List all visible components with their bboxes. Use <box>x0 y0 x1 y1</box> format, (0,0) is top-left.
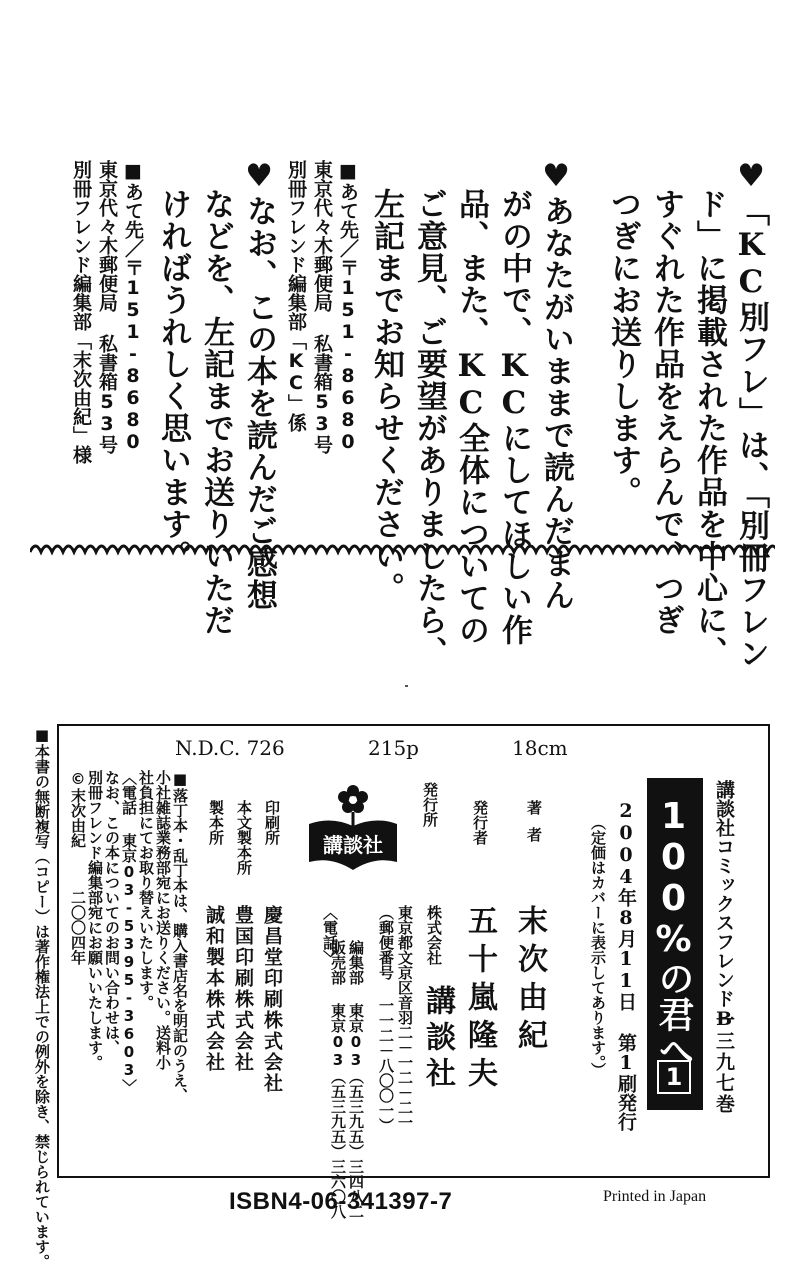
binder-label: 製本所 <box>207 800 225 845</box>
printed-in: Printed in Japan <box>603 1188 707 1205</box>
phone-sales: 販売部 東京03（五三九五）三六〇八 <box>329 940 347 1219</box>
publisher-person: 五十嵐隆夫 <box>462 905 497 1095</box>
copyright-holder: ©末次由紀 <box>69 770 87 848</box>
kodansha-logo <box>303 780 403 880</box>
postal-code: （郵便番号 一一二－八〇〇一） <box>377 905 395 1133</box>
para3-line-1: ♥なお、この本を読んだご感想 <box>241 158 277 611</box>
flower-icon <box>338 785 368 826</box>
heart-icon: ♥ <box>241 158 277 195</box>
series-name: 講談社コミックスフレンドB <box>713 780 735 1030</box>
address1-line-2: 東京代々木郵便局 私書箱53号 <box>311 160 333 454</box>
publish-date: 2004年8月11日 第1刷発行 <box>615 800 637 1131</box>
publisher-kind: 株式会社 <box>425 905 443 965</box>
copyright-year: 二〇〇四年 <box>69 890 87 965</box>
book-size: 18cm <box>512 736 568 760</box>
para1-line-1: ♥「KC別フレ」は、「別冊フレン <box>733 158 769 670</box>
price-note: （定価はカバーに表示してあります。） <box>589 815 607 1078</box>
binder-name: 誠和製本株式会社 <box>203 905 225 1073</box>
text-binder-name: 豊国印刷株式会社 <box>232 905 254 1073</box>
address2-line-2: 東京代々木郵便局 私書箱53号 <box>96 160 118 454</box>
address1-line-3: 別冊フレンド編集部「KC」係 <box>285 160 307 432</box>
address2-line-1: ■あて先／〒151-8680 <box>122 160 144 453</box>
isbn: ISBN4-06-341397-7 <box>229 1188 453 1215</box>
para1-line-4: つぎにお送りします。 <box>605 188 641 508</box>
text-binder-label: 本文製本所 <box>235 800 253 875</box>
para2-line-1: ♥あなたがいままで読んだまん <box>538 158 574 611</box>
notice-line-6: 別冊フレンド編集部宛にお願いいたします。 <box>86 770 104 1070</box>
address1-line-1: ■あて先／〒151-8680 <box>337 160 359 453</box>
speck <box>405 685 408 687</box>
para2-line-5: 左記までお知らせください。 <box>368 188 404 604</box>
logo-text: 講談社 <box>323 833 383 857</box>
notice-line-2: 小社雑誌業務部宛にお送りください。送料小 <box>154 770 172 1070</box>
printer-label: 印刷所 <box>263 800 281 845</box>
notice-line-4: 〈電話 東京03-5395-3603〉 <box>120 770 138 1094</box>
para1-line-2: ド」に掲載された作品を中心に、 <box>691 188 727 668</box>
para3-line-2: などを、左記までお送りいただ <box>198 188 234 636</box>
copy-prohibition-note: ■本書の無断複写（コピー）は著作権法上での例外を除き、禁じられています。 <box>33 726 51 1269</box>
para2-line-2: がの中で、KCにしてほしい作 <box>496 188 532 646</box>
para1-line-3: すぐれた作品をえらんで、つぎ <box>648 188 684 636</box>
series-number: 一三九七巻 <box>713 1010 735 1115</box>
para2-line-4: ご意見、ご要望がありましたら、 <box>411 188 447 668</box>
address2-line-3: 別冊フレンド編集部「末次由紀」様 <box>70 160 92 464</box>
ndc-number: N.D.C. 726 <box>175 736 285 760</box>
heart-icon: ♥ <box>733 158 769 195</box>
wave-divider <box>30 540 775 556</box>
book-title: 100%の君へ <box>653 796 694 1068</box>
publisher-label: 発行所 <box>421 782 439 827</box>
para2-line-3: 品、また、KC全体についての <box>453 188 489 646</box>
notice-line-5: なお、この本についてのお問い合わせは、 <box>103 770 121 1055</box>
title-block <box>647 778 703 1110</box>
author-name: 末次由紀 <box>512 905 547 1057</box>
phone-label: 〈電話〉 <box>321 905 339 965</box>
author-label: 著者 <box>525 800 543 854</box>
para3-line-3: ければうれしく思います。 <box>155 188 191 572</box>
publisher-person-label: 発行者 <box>471 800 489 845</box>
printer-name: 慶昌堂印刷株式会社 <box>261 905 283 1094</box>
phone-editorial: 編集部 東京03（五三九五）三四八二 <box>347 940 365 1219</box>
publisher-name: 講談社 <box>420 985 455 1093</box>
page-count: 215p <box>368 736 419 760</box>
notice-line-1: ■落丁本・乱丁本は、購入書店名を明記のうえ、 <box>171 770 189 1103</box>
volume-number: 1 <box>657 1060 691 1094</box>
publisher-address: 東京都文京区音羽二－一二－二一 <box>396 905 414 1130</box>
heart-icon: ♥ <box>538 158 574 195</box>
notice-line-3: 社負担にてお取り替えいたします。 <box>137 770 155 1010</box>
